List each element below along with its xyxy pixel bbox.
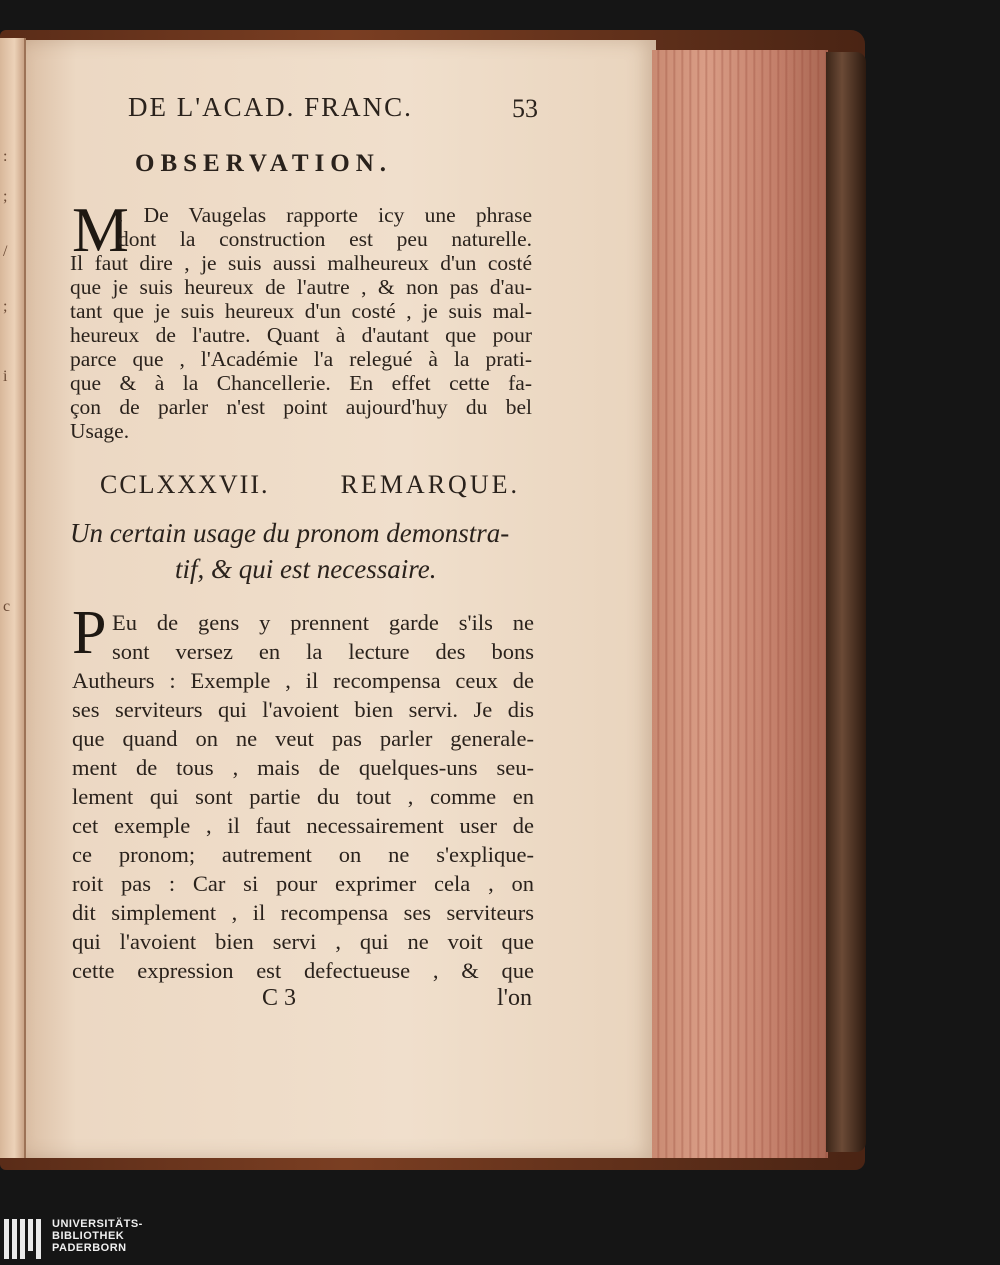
observation-title: OBSERVATION. bbox=[135, 150, 393, 177]
remarque-line: ment de tous , mais de quelques-uns seu- bbox=[72, 755, 534, 780]
subtitle-line: Un certain usage du pronom demonstra- bbox=[70, 518, 510, 548]
page-block-edge bbox=[652, 50, 828, 1158]
remarque-dropcap: P bbox=[72, 599, 107, 667]
observation-dropcap: M bbox=[72, 194, 129, 265]
observation-line: heureux de l'autre. Quant à d'autant que pour bbox=[70, 323, 532, 347]
book-cover-edge bbox=[826, 52, 866, 1152]
subtitle-line: tif, & qui est necessaire. bbox=[175, 554, 437, 584]
signature-mark: C 3 bbox=[262, 985, 297, 1011]
remarque-line: Eu de gens y prennent garde s'ils ne bbox=[112, 610, 534, 635]
library-logo-icon bbox=[4, 1219, 44, 1259]
left-page-margin-marks: : ; / ; i c bbox=[3, 148, 11, 615]
remarque-paragraph bbox=[72, 608, 534, 985]
library-logo-text bbox=[52, 1218, 143, 1254]
remarque-line: ses serviteurs qui l'avoient bien servi. Je dis bbox=[72, 697, 534, 722]
remarque-line: dit simplement , il recompensa ses serviteurs bbox=[72, 900, 534, 925]
observation-line: Il faut dire , je suis aussi malheureux d'un costé bbox=[70, 251, 532, 275]
observation-line: que & à la Chancellerie. En effet cette fa- bbox=[70, 371, 532, 395]
page-number: 53 bbox=[512, 94, 538, 123]
remarque-line: roit pas : Car si pour exprimer cela , on bbox=[72, 871, 534, 896]
remarque-line: cet exemple , il faut necessairement user de bbox=[72, 813, 534, 838]
observation-line: çon de parler n'est point aujourd'huy du bel bbox=[70, 395, 532, 419]
page-header bbox=[128, 92, 538, 126]
observation-line: parce que , l'Académie l'a relegué à la prati- bbox=[70, 347, 532, 371]
remarque-subtitle bbox=[70, 515, 540, 587]
remarque-line: lement qui sont partie du tout , comme en bbox=[72, 784, 534, 809]
observation-line: . De Vaugelas rapporte icy une phrase bbox=[118, 203, 532, 227]
remarque-line: qui l'avoient bien servi , qui ne voit que bbox=[72, 929, 534, 954]
remarque-line: sont versez en la lecture des bons bbox=[112, 639, 534, 664]
remarque-line: que quand on ne veut pas parler generale- bbox=[72, 726, 534, 751]
remarque-number: CCLXXXVII. bbox=[100, 470, 270, 499]
observation-paragraph bbox=[70, 203, 532, 443]
observation-line: dont la construction est peu naturelle. bbox=[118, 227, 532, 251]
remarque-line: ce pronom; autrement on ne s'explique- bbox=[72, 842, 534, 867]
remarque-line: cette expression est defectueuse , & que bbox=[72, 958, 534, 983]
running-title: DE L'ACAD. FRANC. bbox=[128, 92, 413, 122]
logo-line: PADERBORN bbox=[52, 1242, 127, 1254]
catchword: l'on bbox=[497, 985, 532, 1011]
observation-line: que je suis heureux de l'autre , & non pas d'au- bbox=[70, 275, 532, 299]
logo-line: BIBLIOTHEK bbox=[52, 1230, 125, 1242]
remarque-heading bbox=[100, 470, 520, 506]
logo-line: UNIVERSITÄTS- bbox=[52, 1218, 143, 1230]
library-logo-bar bbox=[0, 1215, 1000, 1265]
remarque-line: Autheurs : Exemple , il recompensa ceux de bbox=[72, 668, 534, 693]
observation-line: tant que je suis heureux d'un costé , je suis mal- bbox=[70, 299, 532, 323]
page-footer bbox=[262, 985, 532, 1019]
remarque-word: REMARQUE. bbox=[340, 470, 520, 499]
observation-line: Usage. bbox=[70, 419, 130, 443]
left-page-edge bbox=[0, 38, 26, 1158]
